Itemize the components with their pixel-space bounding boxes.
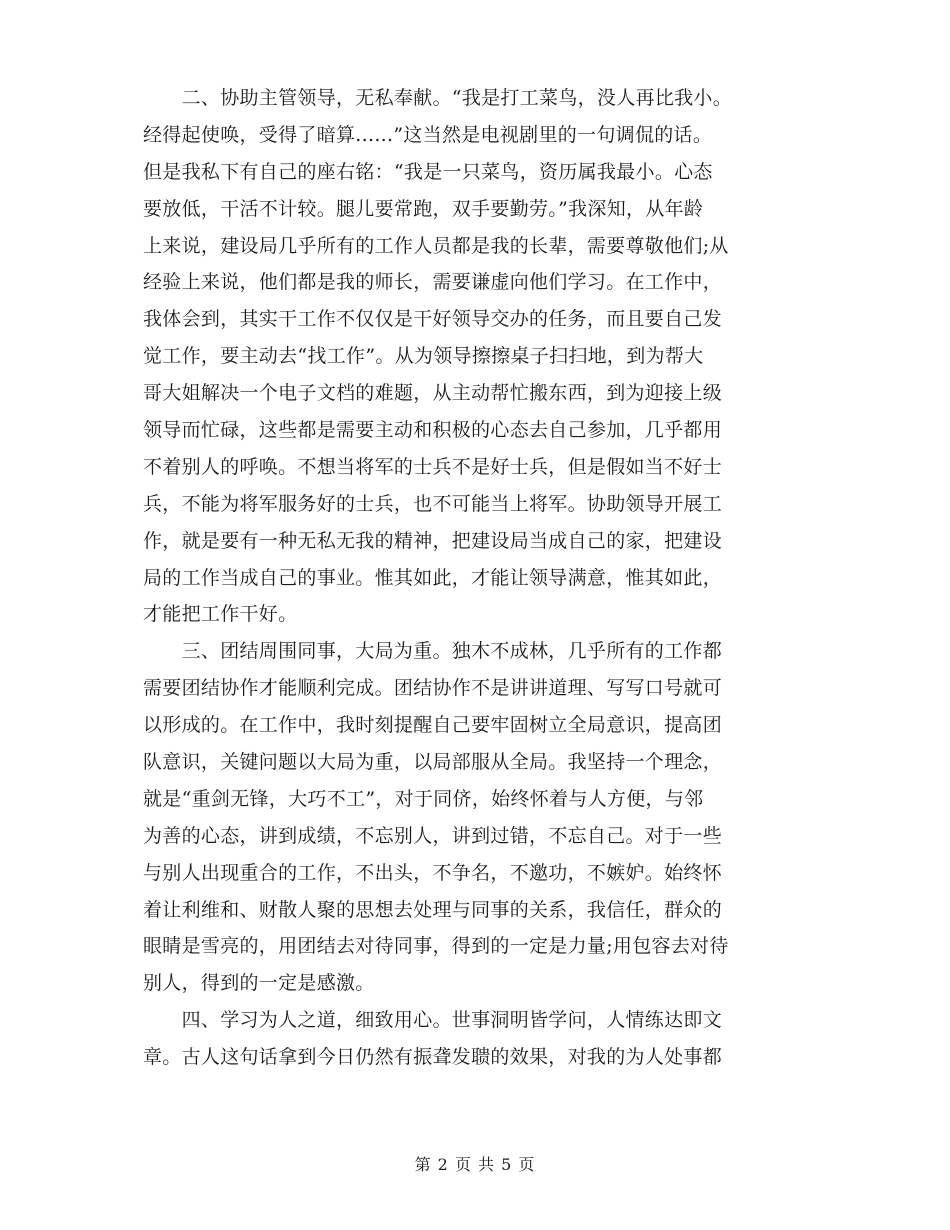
text-line: 上来说，建设局几乎所有的工作人员都是我的长辈，需要尊敬他们;从	[143, 234, 729, 257]
text-line: 觉工作，要主动去“找工作”。从为领导擦擦桌子扫扫地，到为帮大	[143, 345, 704, 368]
text-line: 章。古人这句话拿到今日仍然有振聋发聩的效果，对我的为人处事都	[143, 1046, 723, 1069]
text-line: 以形成的。在工作中，我时刻提醒自己要牢固树立全局意识，提高团	[143, 714, 723, 737]
text-line: 要放低，干活不计较。腿儿要常跑，双手要勤劳。”我深知，从年龄	[143, 197, 704, 220]
text-line: 经得起使唤，受得了暗算......”这当然是电视剧里的一句调侃的话。	[143, 123, 713, 146]
page-number-footer: 第 2 页 共 5 页	[414, 1155, 536, 1174]
text-line: 就是“重剑无锋，大巧不工”，对于同侪，始终怀着与人方便，与邻	[143, 787, 704, 810]
text-line: 四、学习为人之道，细致用心。世事洞明皆学问，人情练达即文	[143, 1009, 723, 1032]
text-line: 与别人出现重合的工作，不出头，不争名，不邀功，不嫉妒。始终怀	[143, 861, 723, 884]
text-line: 作，就是要有一种无私无我的精神，把建设局当成自己的家，把建设	[143, 529, 723, 552]
text-line: 眼睛是雪亮的，用团结去对待同事，得到的一定是力量;用包容去对待	[143, 935, 729, 958]
text-line: 我体会到，其实干工作不仅仅是干好领导交办的任务，而且要自己发	[143, 308, 723, 331]
text-line: 兵，不能为将军服务好的士兵，也不可能当上将军。协助领导开展工	[143, 492, 723, 515]
text-line: 需要团结协作才能顺利完成。团结协作不是讲讲道理、写写口号就可	[143, 677, 723, 700]
text-line: 但是我私下有自己的座右铭：“我是一只菜鸟，资历属我最小。心态	[143, 160, 713, 183]
text-line: 哥大姐解决一个电子文档的难题，从主动帮忙搬东西，到为迎接上级	[143, 382, 723, 405]
text-line: 别人，得到的一定是感激。	[143, 972, 375, 995]
text-line: 三、团结周围同事，大局为重。独木不成林，几乎所有的工作都	[143, 640, 723, 663]
text-line: 局的工作当成自己的事业。惟其如此，才能让领导满意，惟其如此，	[143, 566, 723, 589]
text-line: 为善的心态，讲到成绩，不忘别人，讲到过错，不忘自己。对于一些	[143, 824, 723, 847]
body-text	[143, 80, 813, 1076]
text-line: 不着别人的呼唤。不想当将军的士兵不是好士兵，但是假如当不好士	[143, 455, 723, 478]
text-line: 领导而忙碌，这些都是需要主动和积极的心态去自己参加，几乎都用	[143, 419, 723, 442]
text-line: 二、协助主管领导，无私奉献。“我是打工菜鸟，没人再比我小。	[143, 87, 733, 109]
text-line: 着让利维和、财散人聚的思想去处理与同事的关系，我信任，群众的	[143, 898, 723, 921]
text-line: 才能把工作干好。	[143, 603, 298, 626]
text-line: 经验上来说，他们都是我的师长，需要谦虚向他们学习。在工作中，	[143, 271, 723, 294]
text-line: 队意识，关键问题以大局为重，以局部服从全局。我坚持一个理念，	[143, 751, 723, 774]
